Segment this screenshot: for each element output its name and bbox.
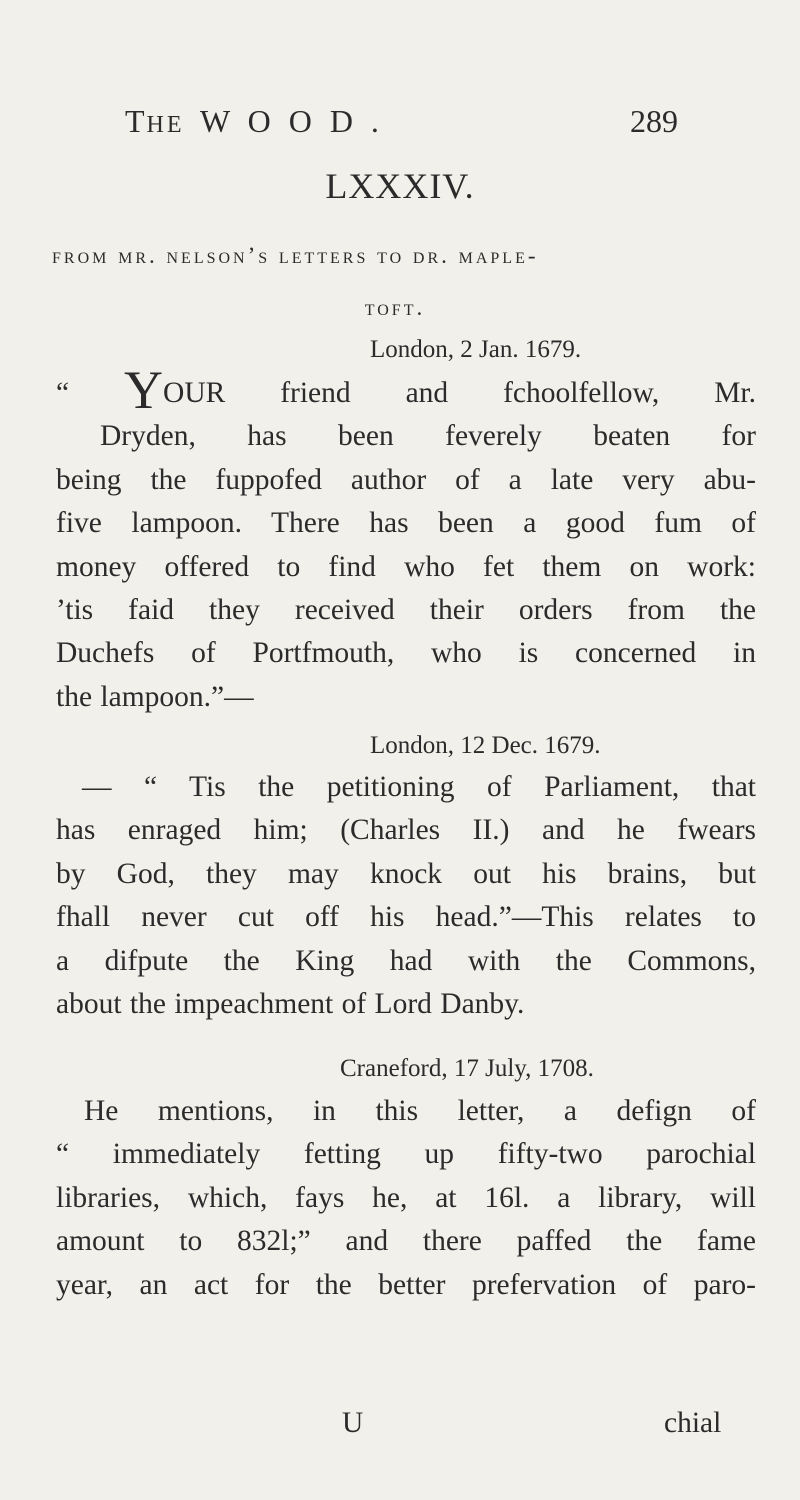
paragraph-1-line-1: “ YOUR friend and fchoolfellow, Mr. [56,360,756,420]
paragraph-1-line-6: ’tis faid they received their orders from the [56,594,756,627]
paragraph-1-line-7: Duchefs of Portfmouth, who is concerned in [56,637,756,670]
paragraph-3 [56,1090,756,1307]
paragraph-3-line-1: He mentions, in this letter, a defign of [84,1095,756,1127]
paragraph-1-line-4: five lampoon. There has been a good fum of [56,507,756,540]
running-head [0,103,800,143]
paragraph-1-line-3: being the fuppofed author of a late very abu- [56,463,756,496]
paragraph-2 [56,766,756,1026]
paragraph-3-line-3: libraries, which, fays he, at 16l. a library, will [56,1181,756,1214]
paragraph-1-line-5: money offered to find who fet them on work: [56,550,756,583]
dateline-3: Craneford, 17 July, 1708. [340,1055,594,1082]
letter-source-heading [52,230,756,334]
paragraph-1-line-2: Dryden, has been feverely beaten for [100,420,756,453]
paragraph-2-line-2: has enraged him; (Charles II.) and he fwears [56,814,756,847]
paragraph-2-line-4: fhall never cut off his head.”—This relates to [56,901,756,934]
paragraph-1 [56,360,756,719]
paragraph-3-line-4: amount to 832l;” and there paffed the fame [56,1225,756,1258]
paragraph-2-line-1: — “ Tis the petitioning of Parliament, that [82,771,756,803]
paragraph-2-line-6: about the impeachment of Lord Danby. [56,988,525,1021]
paragraph-3-line-2: “ immediately fetting up fifty-two parochial [56,1138,756,1171]
dateline-1: London, 2 Jan. 1679. [370,336,582,363]
signature-mark: U [342,1407,364,1439]
source-line-2: toft. [364,295,426,320]
letter-number: LXXXIV. [325,166,475,206]
paragraph-2-line-3: by God, they may knock out his brains, but [56,857,756,890]
paragraph-1-line-8: the lampoon.”— [56,680,254,713]
page-number: 289 [630,103,678,139]
paragraph-2-line-5: a difpute the King had with the Commons, [56,944,756,977]
paragraph-3-line-5: year, an act for the better prefervation of paro- [56,1268,756,1301]
source-line-1: from mr. nelson’s letters to dr. maple- [52,243,539,268]
catchword: chial [664,1407,722,1439]
dateline-2: London, 12 Dec. 1679. [370,732,601,759]
running-head-title: THE W O O D . [125,103,381,139]
